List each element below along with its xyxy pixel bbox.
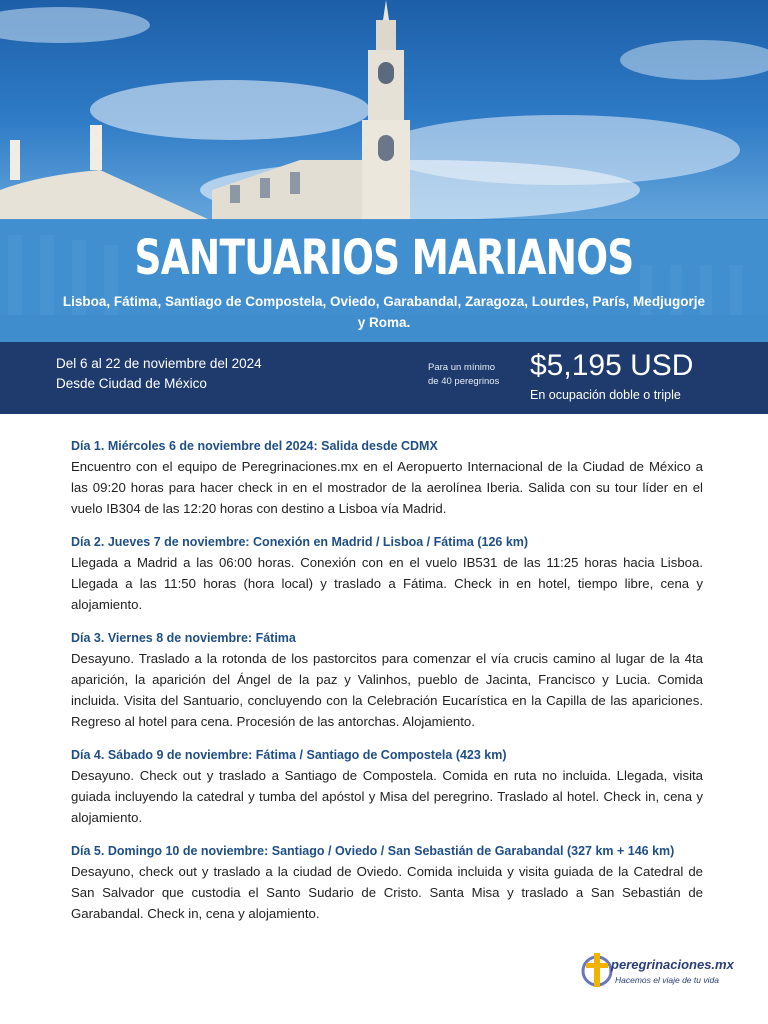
day-4: [71, 745, 703, 828]
occupancy-note: En ocupación doble o triple: [530, 388, 681, 402]
minimum-note-line2: de 40 peregrinos: [428, 376, 500, 387]
day-description: Desayuno, check out y traslado a la ciudad de Oviedo. Comida incluida y visita guiada de la Catedral de San Salvador que custodia el Santo Sudario de Cristo. Santa Misa y traslado a San Sebastián de Garabandal. Check in, cena y alojamiento.: [71, 864, 703, 921]
page-title: SANTUARIOS MARIANOS: [134, 230, 634, 286]
day-5: [71, 841, 703, 924]
day-1: [71, 436, 703, 519]
day-title: Día 4. Sábado 9 de noviembre: Fátima / Santiago de Compostela (423 km): [71, 748, 507, 762]
brand-name: peregrinaciones.mx: [611, 957, 734, 972]
date-range: Del 6 al 22 de noviembre del 2024: [56, 356, 262, 371]
minimum-note-line1: Para un mínimo: [428, 362, 496, 373]
day-description: Desayuno. Traslado a la rotonda de los pastorcitos para comenzar el vía crucis camino al lugar de la 4ta aparición, la aparición del Ángel de la paz y Valinhos, pueblo de Jacinta, Francisco y Lucia. Comida incluida. Visita del Santuario, concluyendo con la Celebración Eucarística en la Capilla de las apariciones. Regreso al hotel para cena. Procesión de las antorchas. Alojamiento.: [71, 651, 703, 729]
itinerary: [71, 436, 703, 924]
brand-tagline: Hacemos el viaje de tu vida: [615, 975, 719, 985]
day-description: Desayuno. Check out y traslado a Santiago de Compostela. Comida en ruta no incluida. Llegada, visita guiada incluyendo la catedral y tumba del apóstol y Misa del peregrino. Traslado al hotel. Check in, cena y alojamiento.: [71, 768, 703, 825]
destinations-subtitle: Lisboa, Fátima, Santiago de Compostela, Oviedo, Garabandal, Zaragoza, Lourdes, París, Medjugorje y Roma.: [62, 294, 706, 330]
trip-dates: [56, 354, 262, 394]
price: $5,195 USD: [530, 349, 694, 382]
day-title: Día 2. Jueves 7 de noviembre: Conexión en Madrid / Lisboa / Fátima (126 km): [71, 535, 529, 549]
brand-logo: [581, 949, 734, 997]
day-title: Día 1. Miércoles 6 de noviembre del 2024: Salida desde CDMX: [71, 439, 438, 453]
hero-banner: [0, 0, 768, 342]
price-bar: [0, 342, 768, 414]
day-title: Día 5. Domingo 10 de noviembre: Santiago / Oviedo / San Sebastián de Garabandal (327 km + 146 km): [71, 844, 675, 858]
day-description: Encuentro con el equipo de Peregrinaciones.mx en el Aeropuerto Internacional de la Ciudad de México a las 09:20 horas para hacer check in en el mostrador de la aerolínea Iberia. Salida con su tour líder en el vuelo IB304 de las 12:20 horas con destino a Lisboa vía Madrid.: [71, 459, 703, 516]
minimum-note: [428, 361, 499, 389]
day-3: [71, 628, 703, 732]
cross-icon: [581, 951, 613, 991]
day-description: Llegada a Madrid a las 06:00 horas. Conexión con en el vuelo IB531 de las 11:25 horas hacia Lisboa. Llegada a las 11:50 horas (hora local) y traslado a Fátima. Check in en hotel, tiempo libre, cena y alojamiento.: [71, 555, 703, 612]
day-title: Día 3. Viernes 8 de noviembre: Fátima: [71, 631, 296, 645]
departure-city: Desde Ciudad de México: [56, 376, 207, 391]
day-2: [71, 532, 703, 615]
